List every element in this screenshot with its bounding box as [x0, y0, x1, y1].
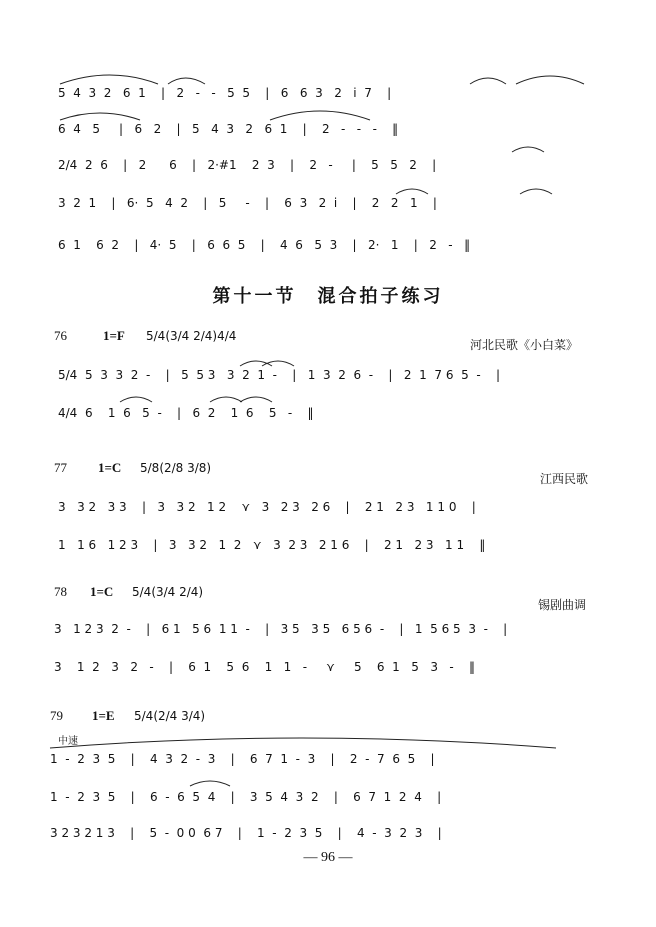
exercise-76-number: 76 [54, 328, 67, 343]
exercise-77-source: 江西民歌 [540, 472, 589, 486]
exercise-77-key: 1=C [98, 460, 122, 475]
exercise-76-line-2: 4/4 6 1 6 5 - | 6 2 1 6 5 - ‖ [58, 406, 314, 420]
exercise-78-line-1: 3 1 2 3 2 - | 6 1 5 6 1 1 - | 3 5 3 5 6 5 6 - | 1 5 6 5 3 - | [54, 622, 508, 636]
section-title: 第十一节 混合拍子练习 [212, 286, 444, 307]
exercise-79-line-1: 1 - 2 3 5 | 4 3 2 - 3 | 6 7 1 - 3 | 2 - 7 6 5 | [50, 752, 435, 766]
slur [210, 397, 242, 402]
exercise-78-meter: 5/4(3/4 2/4) [132, 585, 204, 599]
exercise-79-meter: 5/4(2/4 3/4) [134, 709, 206, 723]
score-line-top-2: 6 4 5 | 6 2 | 5 4 3 2 6 1 | 2 - - - ‖ [58, 122, 399, 136]
slur [516, 76, 584, 84]
slur [470, 78, 506, 84]
exercise-76-meter: 5/4(3/4 2/4)4/4 [146, 329, 237, 343]
slur [50, 738, 556, 748]
exercise-78-line-2: 3 1 2 3 2 - | 6 1 5 6 1 1 - ⋎ 5 6 1 5 3 - ‖ [54, 660, 475, 674]
slur [240, 361, 272, 366]
slur [190, 781, 230, 786]
slur [262, 361, 294, 366]
exercise-76-line-1: 5/4 5 3 3 2 - | 5 5 3 3 2 1 - | 1 3 2 6 - | 2 1 7 6 5 - | [58, 368, 500, 382]
score-line-top-1: 5 4 3 2 6 1 | 2 - - 5 5 | 6 6 3 2 i 7 | [58, 86, 392, 100]
exercise-79-key: 1=E [92, 708, 115, 723]
score-line-top-3: 2/4 2 6 | 2 6 | 2·#1 2 3 | 2 - | 5 5 2 | [58, 158, 437, 172]
exercise-76-source: 河北民歌《小白菜》 [470, 338, 579, 352]
slur [240, 397, 272, 402]
exercise-77-line-2: 1 1 6 1 2 3 | 3 3 2 1 2 ⋎ 3 2 3 2 1 6 | 2 1 2 3 1 1 ‖ [58, 538, 486, 552]
exercise-79-line-3: 3 2 3 2 1 3 | 5 - 0 0 6 7 | 1 - 2 3 5 | 4 - 3 2 3 | [50, 826, 442, 840]
slur [120, 397, 152, 402]
slur [168, 78, 205, 84]
exercise-79-line-2: 1 - 2 3 5 | 6 - 6 5 4 | 3 5 4 3 2 | 6 7 1 2 4 | [50, 790, 442, 804]
slur [396, 189, 428, 194]
slur [520, 189, 552, 194]
exercise-77-line-1: 3 3 2 3 3 | 3 3 2 1 2 ⋎ 3 2 3 2 6 | 2 1 2 3 1 1 0 | [58, 500, 476, 514]
exercise-79-number: 79 [50, 708, 63, 723]
slur [512, 147, 544, 152]
score-line-top-5: 6 1 6 2 | 4· 5 | 6 6 5 | 4 6 5 3 | 2· 1 | 2 - ‖ [58, 238, 471, 252]
exercise-79-tempo: 中速 [58, 736, 78, 747]
page-number: — 96 — [303, 850, 353, 865]
exercise-77-meter: 5/8(2/8 3/8) [140, 461, 212, 475]
exercise-78-key: 1=C [90, 584, 114, 599]
score-line-top-4: 3 2 1 | 6· 5 4 2 | 5 - | 6 3 2 i | 2 2 1 | [58, 196, 437, 210]
exercise-76-key: 1=F [103, 328, 125, 343]
exercise-78-number: 78 [54, 584, 67, 599]
slur [60, 75, 158, 84]
slur [270, 111, 370, 120]
slur [60, 113, 140, 120]
exercise-78-source: 锡剧曲调 [538, 598, 587, 612]
exercise-77-number: 77 [54, 460, 67, 475]
